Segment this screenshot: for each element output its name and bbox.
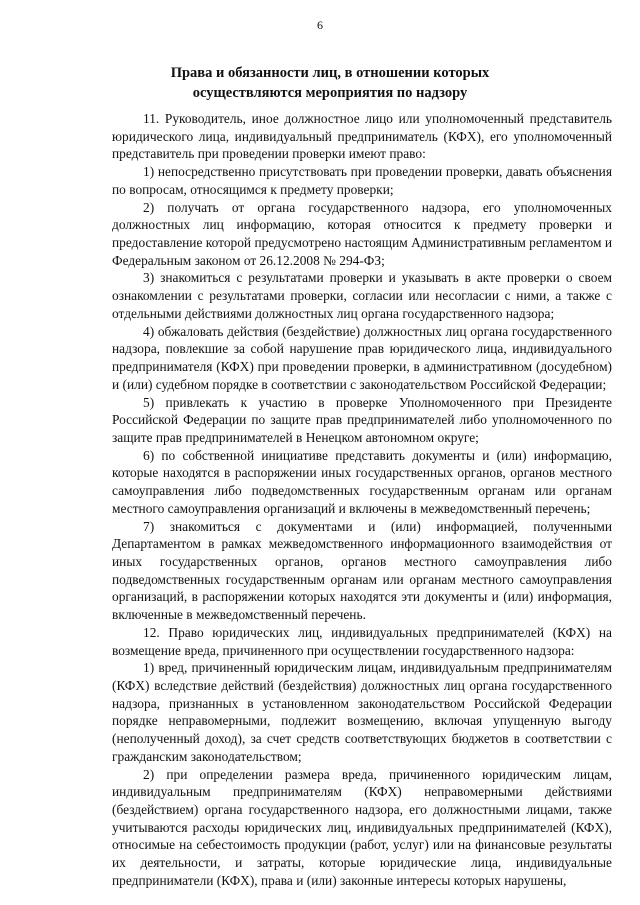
paragraph-11-item-2: 2) получать от органа государственного надзора, его уполномоченных должностных лиц информацию, которая относится к предмету проверки и предоставление которой предусмотрено настоящим Административным регламентом и Федеральным законом от 26.12.2008 № 294-ФЗ; (112, 199, 612, 268)
paragraph-12-item-2: 2) при определении размера вреда, причиненного юридическим лицам, индивидуальным предпринимателям (КФХ) неправомерными действиями (бездействием) органа государственного надзора, его должностными лицами, также учитываются расходы юридических лиц, индивидуальных предпринимателей (КФХ), относимые на себестоимость продукции (работ, услуг) или на финансовые результаты их деятельности, и затраты, которые юридические лица, индивидуальные предприниматели (КФХ), права и (или) законные интересы которых нарушены, (112, 766, 612, 888)
paragraph-11: 11. Руководитель, иное должностное лицо или уполномоченный представитель юридического лица, индивидуальный предприниматель (КФХ), его уполномоченный представитель при проведении проверки имеют право: (112, 111, 612, 162)
paragraph-11-item-6: 6) по собственной инициативе представить документы и (или) информацию, которые находятся в распоряжении иных государственных органов, органов местного самоуправления либо подведомственных государственным органам или органам местного самоуправления организаций и включены в межведомственный перечень; (112, 447, 612, 516)
paragraph-12: 12. Право юридических лиц, индивидуальных предпринимателей (КФХ) на возмещение вреда, причиненного при осуществлении государственного надзора: (112, 624, 612, 658)
paragraph-11-item-4: 4) обжаловать действия (бездействие) должностных лиц органа государственного надзора, повлекшие за собой нарушение прав юридического лица, индивидуального предпринимателя (КФХ) при проведении проверки, в административном (досудебном) и (или) судебном порядке в соответствии с законодательством Российской Федерации; (112, 323, 612, 392)
paragraph-11-item-5: 5) привлекать к участию в проверке Уполномоченного при Президенте Российской Федерации по защите прав предпринимателей либо уполномоченного по защите прав предпринимателей в Ненецком автономном округе; (112, 394, 612, 445)
paragraph-12-item-1: 1) вред, причиненный юридическим лицам, индивидуальным предпринимателям (КФХ) вследствие действий (бездействия) должностных лиц органа государственного надзора, признанных в установленном законодательством Российской Федерации порядке неправомерными, подлежит возмещению, включая упущенную выгоду (неполученный доход), за счет средств соответствующих бюджетов в соответствии с гражданским законодательством; (112, 660, 612, 764)
paragraph-11-item-3: 3) знакомиться с результатами проверки и указывать в акте проверки о своем ознакомлении с результатами проверки, согласии или несогласии с ними, а также с отдельными действиями должностных лиц органа государственного надзора; (112, 270, 612, 321)
page-number: 6 (317, 18, 323, 32)
section-title-line-1: Права и обязанности лиц, в отношении которых (170, 65, 490, 81)
body-text (112, 110, 612, 890)
section-title-line-2: осуществляются мероприятия по надзору (192, 85, 468, 101)
paragraph-11-item-1: 1) непосредственно присутствовать при проведении проверки, давать объяснения по вопросам, относящимся к предмету проверки; (112, 164, 612, 197)
paragraph-11-item-7: 7) знакомиться с документами и (или) информацией, полученными Департаментом в рамках межведомственного информационного взаимодействия от иных государственных органов, органов местного самоуправления либо подведомственных государственным органам или органам местного самоуправления организаций, в распоряжении которых находятся эти документы и (или) информация, включенные в межведомственный перечень. (112, 518, 612, 623)
section-title (80, 63, 580, 103)
